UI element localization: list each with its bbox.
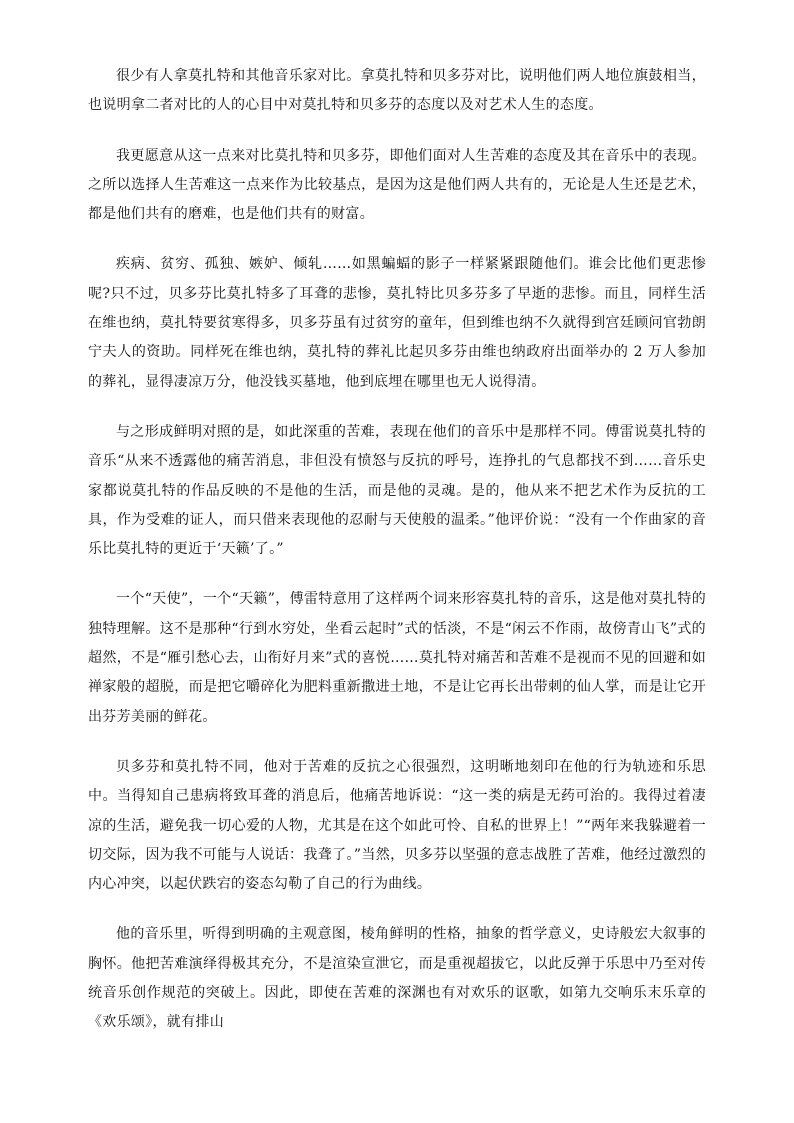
document-body: [88, 62, 706, 1059]
paragraph-4: 与之形成鲜明对照的是，如此深重的苦难，表现在他们的音乐中是那样不同。傅雷说莫扎特的音乐“从来不透露他的痛苦消息，非但没有愤怒与反抗的呼号，连挣扎的气息都找不到……音乐史家都说莫扎特的作品反映的不是他的生活，而是他的灵魂。是的，他从来不把艺术作为反抗的工具，作为受难的证人，而只借来表现他的忍耐与天使般的温柔。”他评价说：“没有一个作曲家的音乐比莫扎特的更近于‘天籁’了。”: [88, 423, 706, 558]
paragraph-3: 疾病、贫穷、孤独、嫉妒、倾轧……如黑蝙蝠的影子一样紧紧跟随他们。谁会比他们更悲惨呢?只不过，贝多芬比莫扎特多了耳聋的悲惨，莫扎特比贝多芬多了早逝的悲惨。而且，同样生活在维也纳，莫扎特要贫寒得多，贝多芬虽有过贫穷的童年，但到维也纳不久就得到宫廷顾问官勃朗宁夫人的资助。同样死在维也纳，莫扎特的葬礼比起贝多芬由维也纳政府出面举办的 2 万人参加的葬礼，显得凄凉万分，他没钱买墓地，他到底埋在哪里也无人说得清。: [88, 256, 706, 390]
paragraph-2: 我更愿意从这一点来对比莫扎特和贝多芬，即他们面对人生苦难的态度及其在音乐中的表现。之所以选择人生苦难这一点来作为比较基点，是因为这是他们两人共有的，无论是人生还是艺术，都是他们共有的磨难，也是他们共有的财富。: [88, 147, 706, 223]
paragraph-1: 很少有人拿莫扎特和其他音乐家对比。拿莫扎特和贝多芬对比，说明他们两人地位旗鼓相当，也说明拿二者对比的人的心目中对莫扎特和贝多芬的态度以及对艺术人生的态度。: [88, 68, 706, 114]
paragraph-7: 他的音乐里，听得到明确的主观意图，棱角鲜明的性格，抽象的哲学意义，史诗般宏大叙事的胸怀。他把苦难演绎得极其充分，不是渲染宣泄它，而是重视超拔它，以此反弹于乐思中乃至对传统音乐创作规范的突破上。因此，即使在苦难的深渊也有对欢乐的讴歌，如第九交响乐末乐章的《欢乐颂》，就有排山: [88, 926, 706, 1031]
paragraph-6: 贝多芬和莫扎特不同，他对于苦难的反抗之心很强烈，这明晰地刻印在他的行为轨迹和乐思中。当得知自己患病将致耳聋的消息后，他痛苦地诉说：“这一类的病是无药可治的。我得过着凄凉的生活，避免我一切心爱的人物，尤其是在这个如此可怜、自私的世界上！”“两年来我躲避着一切交际，因为我不可能与人说话：我聋了。”当然，贝多芬以坚强的意志战胜了苦难，他经过激烈的内心冲突，以起伏跌宕的姿态勾勒了自己的行为曲线。: [88, 758, 706, 893]
paragraph-5: 一个“天使”，一个“天籁”，傅雷特意用了这样两个词来形容莫扎特的音乐，这是他对莫扎特的独特理解。这不是那种“行到水穷处，坐看云起时”式的恬淡，不是“闲云不作雨，故傍青山飞”式的超然，不是“雁引愁心去，山衔好月来”式的喜悦……莫扎特对痛苦和苦难不是视而不见的回避和如禅家般的超脱，而是把它嚼碎化为肥料重新撒进土地，不是让它再长出带刺的仙人掌，而是让它开出芬芳美丽的鲜花。: [88, 591, 706, 725]
